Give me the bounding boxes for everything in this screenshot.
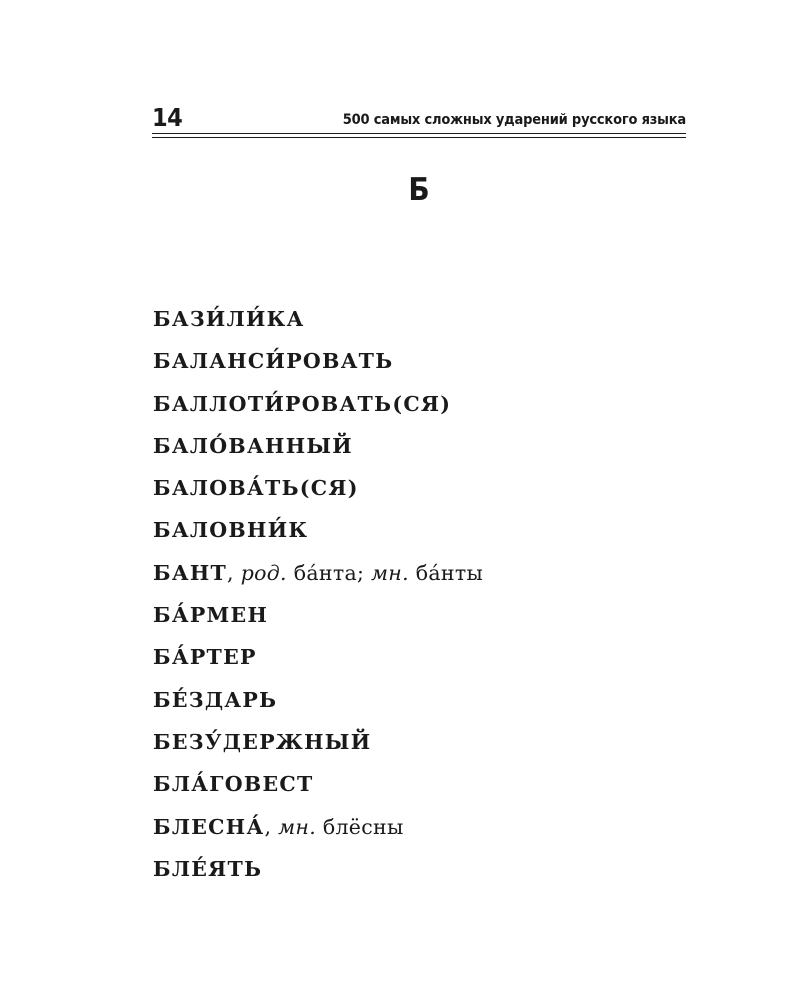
section-letter: Б — [408, 172, 430, 208]
header-rule-top — [152, 133, 686, 134]
headword: БАЛОВА́ТЬ(СЯ) — [153, 476, 359, 501]
plural-form: блёсны — [316, 814, 404, 839]
headword: БА́РМЕН — [153, 603, 269, 628]
page-number: 14 — [152, 103, 183, 132]
dictionary-entries — [153, 299, 753, 891]
headword: БАЛАНСИ́РОВАТЬ — [153, 349, 394, 374]
dictionary-entry — [153, 426, 753, 468]
entry-separator: , — [264, 814, 279, 839]
headword: БЕ́ЗДАРЬ — [153, 687, 278, 712]
dictionary-entry — [153, 510, 753, 552]
genitive-form: ба́нта; — [286, 560, 372, 585]
dictionary-entry — [153, 341, 753, 383]
headword: БЛЕСНА́ — [153, 814, 265, 839]
plural-abbreviation: мн. — [371, 560, 409, 585]
headword: БАЛО́ВАННЫЙ — [153, 433, 353, 458]
dictionary-entry — [153, 680, 753, 722]
dictionary-entry — [153, 849, 753, 891]
dictionary-entry — [153, 637, 753, 679]
dictionary-entry — [153, 299, 753, 341]
headword: БАЛОВНИ́К — [153, 518, 309, 543]
headword: БАЛЛОТИ́РОВАТЬ(СЯ) — [153, 391, 452, 416]
dictionary-entry — [153, 384, 753, 426]
entry-separator: , — [227, 560, 241, 585]
dictionary-entry — [153, 764, 753, 806]
plural-abbreviation: мн. — [278, 814, 317, 839]
running-title: 500 самых сложных ударений русского языка — [342, 112, 686, 128]
headword: БАЗИ́ЛИ́КА — [153, 307, 305, 331]
headword: БА́РТЕР — [153, 645, 257, 670]
genitive-abbreviation: род. — [240, 560, 287, 585]
headword: БЕЗУ́ДЕРЖНЫЙ — [153, 729, 372, 754]
headword: БАНТ — [153, 560, 228, 585]
page-header — [152, 104, 686, 134]
dictionary-entry — [153, 722, 753, 764]
header-rule-bottom — [152, 137, 686, 138]
dictionary-entry — [153, 807, 753, 849]
plural-form: ба́нты — [408, 560, 484, 585]
dictionary-entry — [153, 553, 753, 595]
dictionary-entry — [153, 595, 753, 637]
headword: БЛЕ́ЯТЬ — [153, 856, 263, 881]
headword: БЛА́ГОВЕСТ — [153, 772, 314, 797]
dictionary-entry — [153, 468, 753, 510]
